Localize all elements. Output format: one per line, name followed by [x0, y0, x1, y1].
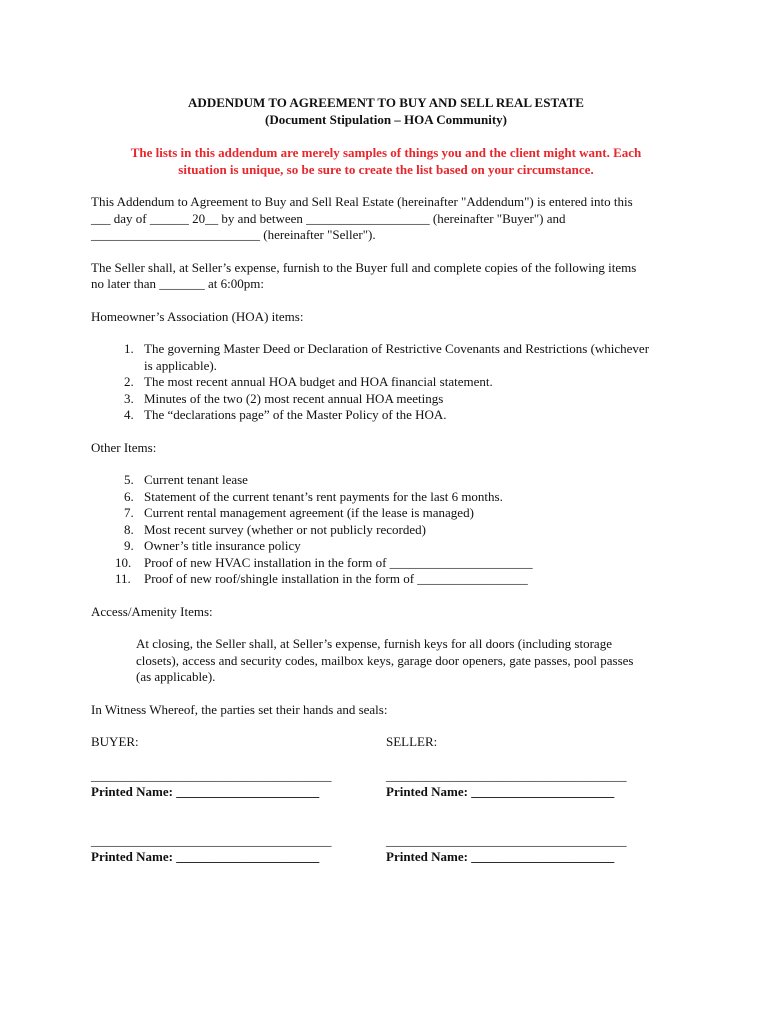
notice-line-1: The lists in this addendum are merely samples of things you and the client might want. Each	[130, 145, 642, 160]
seller-label: SELLER:	[386, 734, 438, 749]
printed-name-field[interactable]: Printed Name: ______________________	[91, 849, 320, 864]
buyer-signature[interactable]	[91, 833, 386, 866]
signature-line[interactable]: _____________________________________	[386, 767, 627, 783]
other-heading: Other Items:	[91, 439, 157, 455]
access-line: At closing, the Seller shall, at Seller’s expense, furnish keys for all doors (including storage	[136, 636, 612, 651]
furnish-paragraph	[91, 260, 681, 293]
item-text-continued: is applicable).	[144, 357, 217, 373]
addendum-document	[91, 95, 681, 866]
list-item	[91, 522, 681, 539]
item-text: Proof of new HVAC installation in the form of ______________________	[144, 554, 533, 570]
printed-name-field[interactable]: Printed Name: ______________________	[91, 784, 320, 799]
furnish-line: no later than _______ at 6:00pm:	[91, 276, 264, 291]
seller-signature[interactable]	[386, 833, 681, 866]
signature-block-2	[91, 833, 681, 866]
item-number: 11.	[115, 571, 131, 586]
item-number: 2.	[124, 374, 134, 389]
intro-line: __________________________ (hereinafter "Seller").	[91, 227, 376, 242]
item-text: Statement of the current tenant’s rent payments for the last 6 months.	[144, 488, 503, 504]
item-number: 9.	[124, 538, 134, 553]
buyer-label: BUYER:	[91, 734, 139, 749]
title-line-1: ADDENDUM TO AGREEMENT TO BUY AND SELL REAL ESTATE	[188, 95, 584, 110]
item-number: 7.	[124, 505, 134, 520]
intro-paragraph	[91, 194, 681, 244]
item-number: 8.	[124, 521, 134, 537]
list-item	[91, 555, 681, 572]
title-line-2: (Document Stipulation – HOA Community)	[265, 111, 507, 127]
item-text: Owner’s title insurance policy	[144, 538, 301, 553]
item-text: Current rental management agreement (if the lease is managed)	[144, 505, 474, 520]
list-item	[91, 505, 681, 522]
item-text: Current tenant lease	[144, 472, 248, 487]
buyer-signature[interactable]	[91, 768, 386, 801]
item-text: The most recent annual HOA budget and HOA financial statement.	[144, 374, 493, 389]
list-item	[91, 489, 681, 506]
item-text: The “declarations page” of the Master Policy of the HOA.	[144, 407, 447, 422]
list-item	[91, 341, 681, 374]
list-item	[91, 407, 681, 424]
witness-statement: In Witness Whereof, the parties set their hands and seals:	[91, 701, 388, 717]
hoa-heading: Homeowner’s Association (HOA) items:	[91, 308, 304, 324]
red-notice	[91, 145, 681, 178]
access-paragraph	[136, 636, 681, 686]
list-item	[91, 374, 681, 391]
signature-line[interactable]: _____________________________________	[91, 767, 332, 783]
document-title	[91, 95, 681, 128]
item-text: Most recent survey (whether or not publicly recorded)	[144, 521, 426, 537]
printed-name-field[interactable]: Printed Name: ______________________	[386, 849, 615, 864]
access-heading: Access/Amenity Items:	[91, 603, 213, 619]
intro-line: This Addendum to Agreement to Buy and Sell Real Estate (hereinafter "Addendum") is entered into this	[91, 194, 633, 209]
list-item	[91, 391, 681, 408]
item-number: 4.	[124, 407, 134, 422]
printed-name-field[interactable]: Printed Name: ______________________	[386, 784, 615, 799]
signature-block-1	[91, 768, 681, 801]
list-item	[91, 538, 681, 555]
item-number: 5.	[124, 472, 134, 487]
hoa-items-list	[91, 341, 681, 424]
access-line: closets), access and security codes, mailbox keys, garage door openers, gate passes, pool passes	[136, 652, 634, 668]
signature-line[interactable]: _____________________________________	[386, 832, 627, 848]
item-number: 6.	[124, 488, 134, 504]
item-text: The governing Master Deed or Declaration of Restrictive Covenants and Restrictions (whichever	[144, 341, 650, 356]
item-text: Minutes of the two (2) most recent annual HOA meetings	[144, 390, 444, 406]
other-items-list	[91, 472, 681, 588]
item-number: 3.	[124, 390, 134, 406]
item-number: 10.	[115, 554, 132, 570]
list-item	[91, 571, 681, 588]
seller-signature[interactable]	[386, 768, 681, 801]
notice-line-2: situation is unique, so be sure to create the list based on your circumstance.	[178, 161, 594, 177]
list-item	[91, 472, 681, 489]
signature-line[interactable]: _____________________________________	[91, 832, 332, 848]
furnish-line: The Seller shall, at Seller’s expense, furnish to the Buyer full and complete copies of the following items	[91, 259, 637, 275]
party-labels	[91, 734, 681, 751]
intro-line: ___ day of ______ 20__ by and between ___________________ (hereinafter "Buyer") and	[91, 210, 566, 226]
item-text: Proof of new roof/shingle installation in the form of _________________	[144, 571, 528, 586]
item-number: 1.	[124, 341, 134, 356]
access-line: (as applicable).	[136, 669, 216, 684]
